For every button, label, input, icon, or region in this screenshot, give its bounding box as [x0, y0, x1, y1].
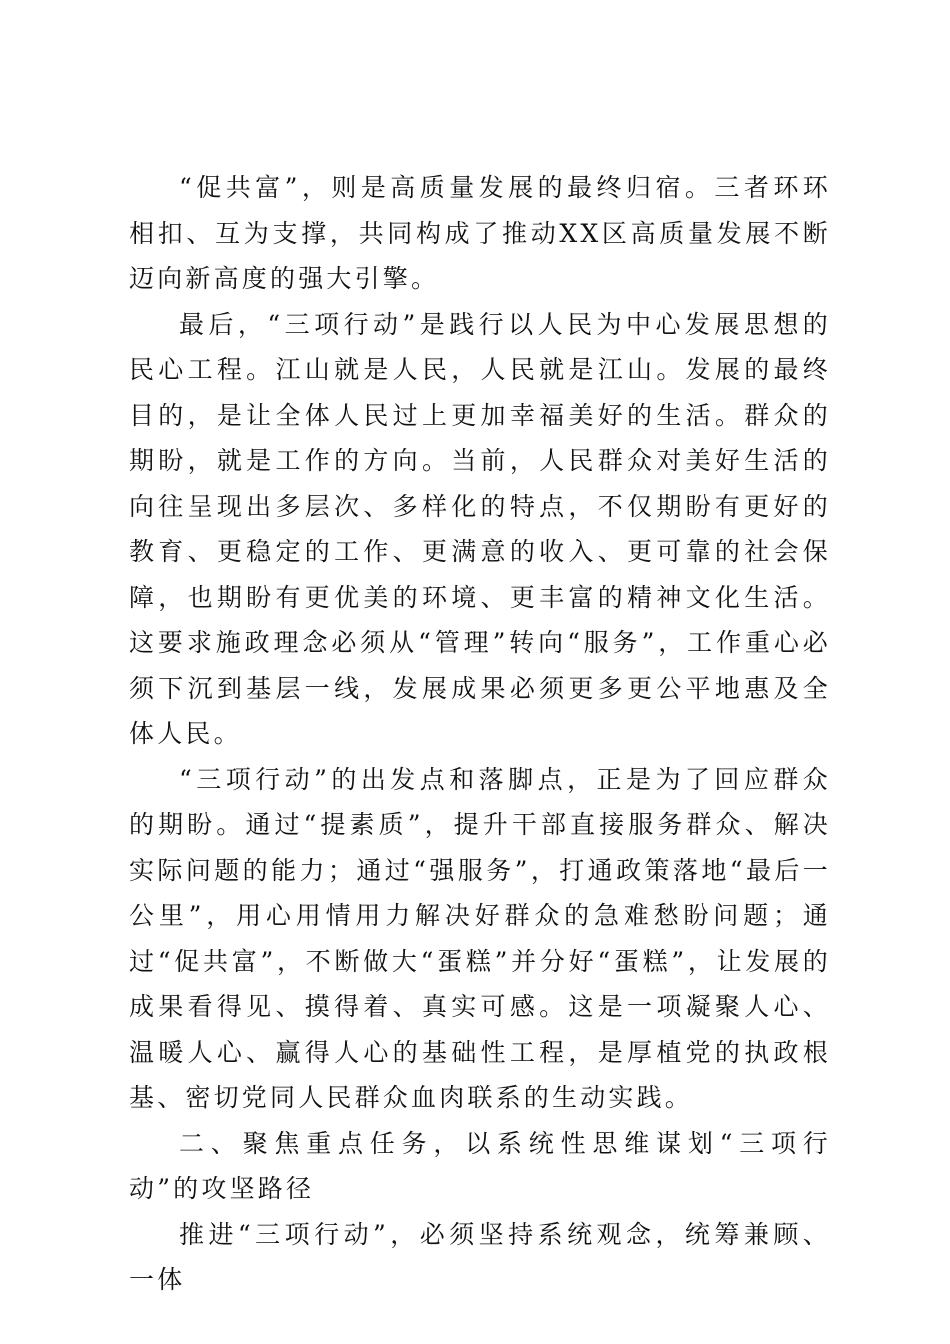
- paragraph-systematic-approach: 推进“三项行动”，必须坚持系统观念，统筹兼顾、一体: [129, 1219, 831, 1294]
- paragraph-people-centered: 最后，“三项行动”是践行以人民为中心发展思想的民心工程。江山就是人民，人民就是江山。发展的最终目的，是让全体人民过上更加幸福美好的生活。群众的期盼，就是工作的方向。当前，人民群众对美好生活的向往呈现出多层次、多样化的特点，不仅期盼有更好的教育、更稳定的工作、更满意的收入、更可靠的社会保障，也期盼有更优美的环境、更丰富的精神文化生活。这要求施政理念必须从“管理”转向“服务”，工作重心必须下沉到基层一线，发展成果必须更多更公平地惠及全体人民。: [129, 309, 831, 748]
- paragraph-common-prosperity: “促共富”，则是高质量发展的最终归宿。三者环环相扣、互为支撑，共同构成了推动XX区高质量发展不断迈向新高度的强大引擎。: [129, 173, 831, 293]
- section-heading-key-tasks: 二、聚焦重点任务，以系统性思维谋划“三项行动”的攻坚路径: [129, 1128, 831, 1203]
- document-body: [129, 165, 831, 1303]
- paragraph-three-actions-purpose: “三项行动”的出发点和落脚点，正是为了回应群众的期盼。通过“提素质”，提升干部直接服务群众、解决实际问题的能力；通过“强服务”，打通政策落地“最后一公里”，用心用情用力解决好群众的急难愁盼问题；通过“促共富”，不断做大“蛋糕”并分好“蛋糕”，让发展的成果看得见、摸得着、真实可感。这是一项凝聚人心、温暖人心、赢得人心的基础性工程，是厚植党的执政根基、密切党同人民群众血肉联系的生动实践。: [129, 764, 831, 1112]
